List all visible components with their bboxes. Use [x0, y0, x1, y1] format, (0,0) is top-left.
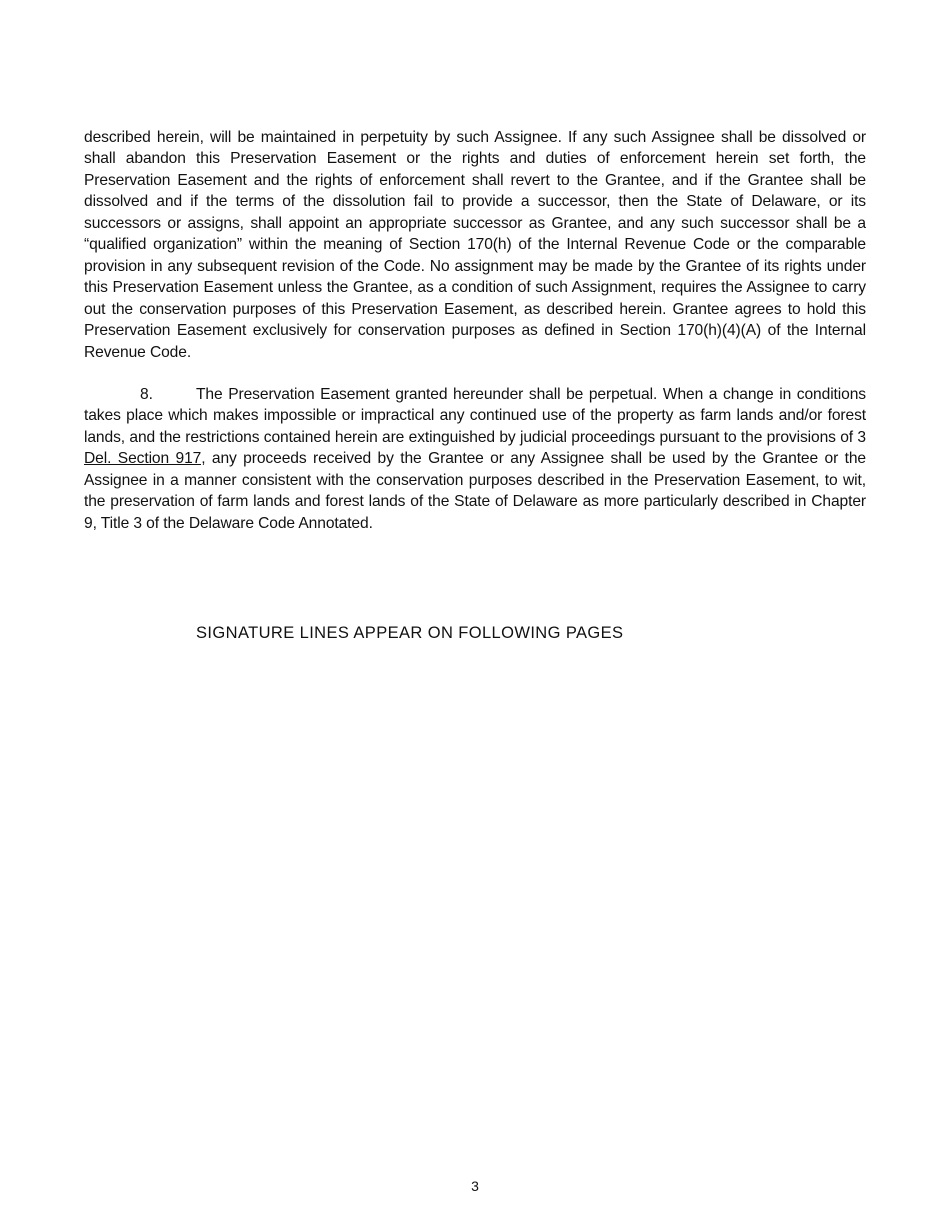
- paragraph-continued: described herein, will be maintained in perpetuity by such Assignee. If any such Assignee shall be dissolved or shall abandon this Preservation Easement or the rights and duties of enforcement herein set forth, the Preservation Easement and the rights of enforcement shall revert to the Grantee, and if the Grantee shall be dissolved and if the terms of the dissolution fail to provide a successor, then the State of Delaware, or its successors or assigns, shall appoint an appropriate successor as Grantee, and any such successor shall be a “qualified organization” within the meaning of Section 170(h) of the Internal Revenue Code or the comparable provision in any subsequent revision of the Code. No assignment may be made by the Grantee of its rights under this Preservation Easement unless the Grantee, as a condition of such Assignment, requires the Assignee to carry out the conservation purposes of this Preservation Easement, as described herein. Grantee agrees to hold this Preservation Easement exclusively for conservation purposes as defined in Section 170(h)(4)(A) of the Internal Revenue Code.: [84, 128, 866, 361]
- paragraph-number: 8.: [140, 385, 153, 403]
- paragraph-8: [84, 384, 866, 535]
- paragraph-8-text-before-citation: The Preservation Easement granted hereunder shall be perpetual. When a change in conditions takes place which makes impossible or impractical any continued use of the property as farm lands and/or forest lands, and the restrictions contained herein are extinguished by judicial proceedings pursuant to the provisions of 3: [84, 385, 866, 446]
- signature-lines-notice: SIGNATURE LINES APPEAR ON FOLLOWING PAGES: [196, 624, 624, 642]
- page-number: 3: [471, 1178, 479, 1194]
- statute-citation: Del. Section 917,: [84, 450, 206, 468]
- paragraph-8-text-after-citation: any proceeds received by the Grantee or any Assignee shall be used by the Grantee or the Assignee in a manner consistent with the conservation purposes described in the Preservation Easement, to wit, the preservation of farm lands and forest lands of the State of Delaware as more particularly described in Chapter 9, Title 3 of the Delaware Code Annotated.: [84, 450, 866, 532]
